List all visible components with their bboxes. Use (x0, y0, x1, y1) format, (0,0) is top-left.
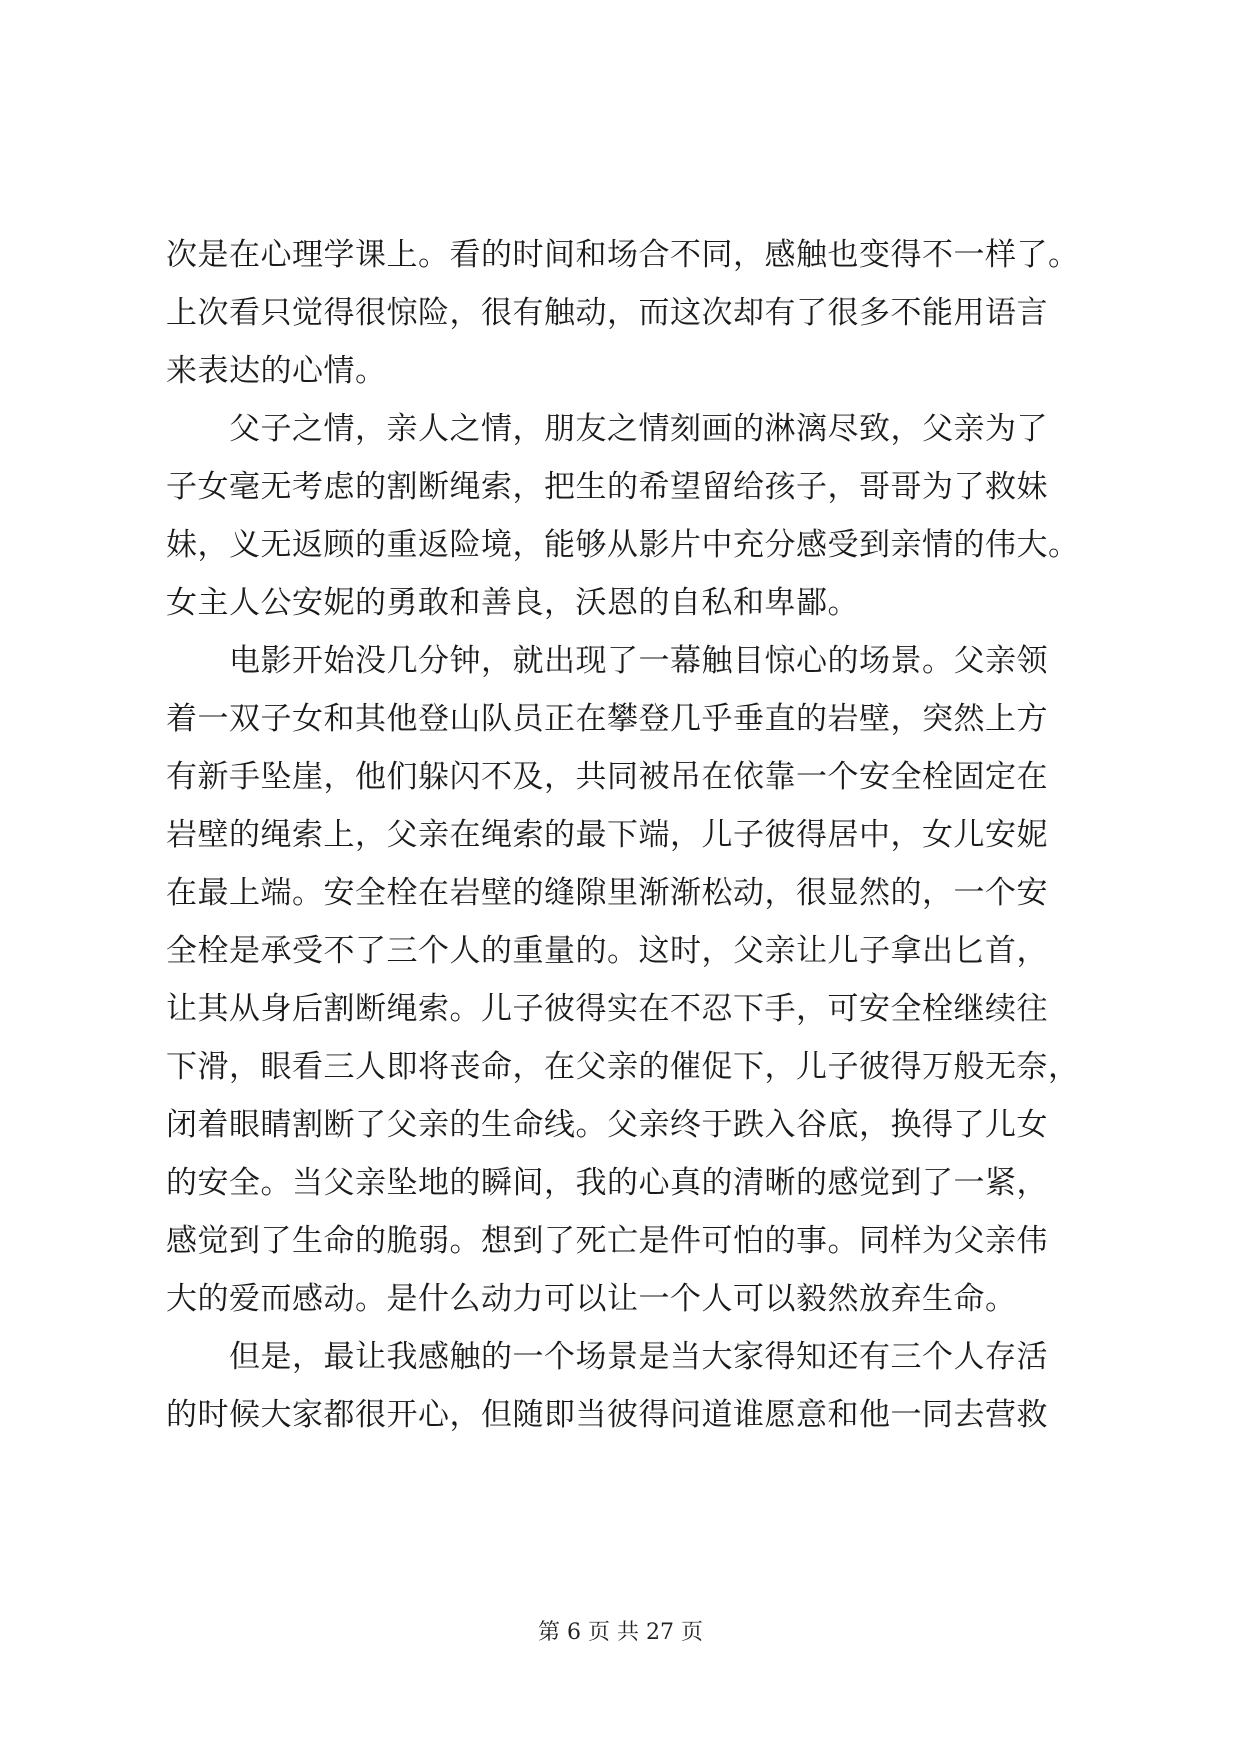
text-line: 父子之情，亲人之情，朋友之情刻画的淋漓尽致，父亲为了 (166, 411, 1048, 447)
body-text (166, 226, 1078, 1444)
text-line: 女主人公安妮的勇敢和善良，沃恩的自私和卑鄙。 (166, 585, 859, 621)
text-line: 有新手坠崖，他们躲闪不及，共同被吊在依靠一个安全栓固定在 (166, 759, 1048, 795)
text-line: 在最上端。安全栓在岩壁的缝隙里渐渐松动，很显然的，一个安 (166, 875, 1048, 911)
text-line: 全栓是承受不了三个人的重量的。这时，父亲让儿子拿出匕首， (166, 933, 1048, 969)
text-line: 感觉到了生命的脆弱。想到了死亡是件可怕的事。同样为父亲伟 (166, 1223, 1048, 1259)
text-line: 次是在心理学课上。看的时间和场合不同，感触也变得不一样了。 (166, 237, 1080, 273)
text-line: 的时候大家都很开心，但随即当彼得问道谁愿意和他一同去营救 (166, 1397, 1048, 1433)
text-line: 电影开始没几分钟，就出现了一幕触目惊心的场景。父亲领 (166, 643, 1048, 679)
text-line: 着一双子女和其他登山队员正在攀登几乎垂直的岩壁，突然上方 (166, 701, 1048, 737)
text-line: 但是，最让我感触的一个场景是当大家得知还有三个人存活 (166, 1339, 1048, 1375)
text-line: 上次看只觉得很惊险，很有触动，而这次却有了很多不能用语言 (166, 295, 1048, 331)
text-line: 来表达的心情。 (166, 353, 387, 389)
text-line: 子女毫无考虑的割断绳索，把生的希望留给孩子，哥哥为了救妹 (166, 469, 1048, 505)
text-line: 大的爱而感动。是什么动力可以让一个人可以毅然放弃生命。 (166, 1281, 1017, 1317)
text-line: 闭着眼睛割断了父亲的生命线。父亲终于跌入谷底，换得了儿女 (166, 1107, 1048, 1143)
text-line: 妹，义无返顾的重返险境，能够从影片中充分感受到亲情的伟大。 (166, 527, 1080, 563)
text-line: 让其从身后割断绳索。儿子彼得实在不忍下手，可安全栓继续往 (166, 991, 1048, 1027)
text-line: 岩壁的绳索上，父亲在绳索的最下端，儿子彼得居中，女儿安妮 (166, 817, 1048, 853)
text-line: 的安全。当父亲坠地的瞬间，我的心真的清晰的感觉到了一紧， (166, 1165, 1048, 1201)
text-line: 下滑，眼看三人即将丧命，在父亲的催促下，儿子彼得万般无奈， (166, 1049, 1080, 1085)
page-number-footer: 第 6 页 共 27 页 (538, 1620, 703, 1645)
